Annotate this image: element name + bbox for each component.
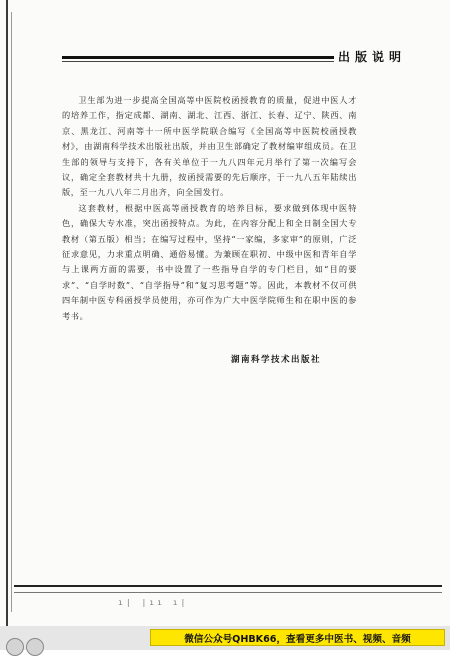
nav-circle-icon[interactable] xyxy=(26,638,44,656)
header-rule xyxy=(62,56,334,59)
paragraph-1: 卫生部为进一步提高全国高等中医院校函授教育的质量，促进中医人才的培养工作，指定成都、湖南、湖北、江西、浙江、长春、辽宁、陕西、南京、黑龙江、河南等十一所中医学院联合编写《全国高等中医院校函授教材》，由湖南科学技术出版社出版，并由卫生部确定了教材编审组成员。在卫生部的领导与支持下，各有关单位于一九八四年元月举行了第一次编写会议，确定全套教材共十九册，按函授需要的先后顺序，于一九八五年陆续出版，至一九八八年二月出齐，向全国发行。 xyxy=(62,95,357,198)
page-title: 出版说明 xyxy=(338,50,407,64)
page-binding-edge xyxy=(6,0,8,630)
footer-scan-marks: ı| |ıı ı| xyxy=(118,598,189,607)
header-rule-thin xyxy=(62,61,334,62)
body-text xyxy=(62,93,357,324)
publisher-signature: 湖南科学技术出版社 xyxy=(231,355,322,365)
footer-rule-thin xyxy=(14,592,442,593)
page-binding-shadow xyxy=(11,12,12,612)
footer-rule xyxy=(14,585,442,587)
nav-circle-icon[interactable] xyxy=(6,638,24,656)
promo-banner[interactable] xyxy=(150,629,445,646)
paragraph-2: 这套教材，根据中医高等函授教育的培养目标，要求做到体现中医特色，确保大专水准，突出函授特点。为此，在内容分配上和全日制全国大专教材（第五版）相当；在编写过程中，坚持“一家编，多家审”的原则，广泛征求意见，力求重点明确、通俗易懂。为兼顾在职初、中级中医和青年自学与上课两方面的需要，书中设置了一些指导自学的专门栏目，如“目的要求”、“自学时数”、“自学指导”和“复习思考题”等。因此，本教材不仅可供四年制中医专科函授学员使用，亦可作为广大中医学院师生和在职中医的参考书。 xyxy=(62,202,357,321)
promo-banner-text: 微信公众号QHBK66，查看更多中医书、视频、音频 xyxy=(184,633,411,645)
